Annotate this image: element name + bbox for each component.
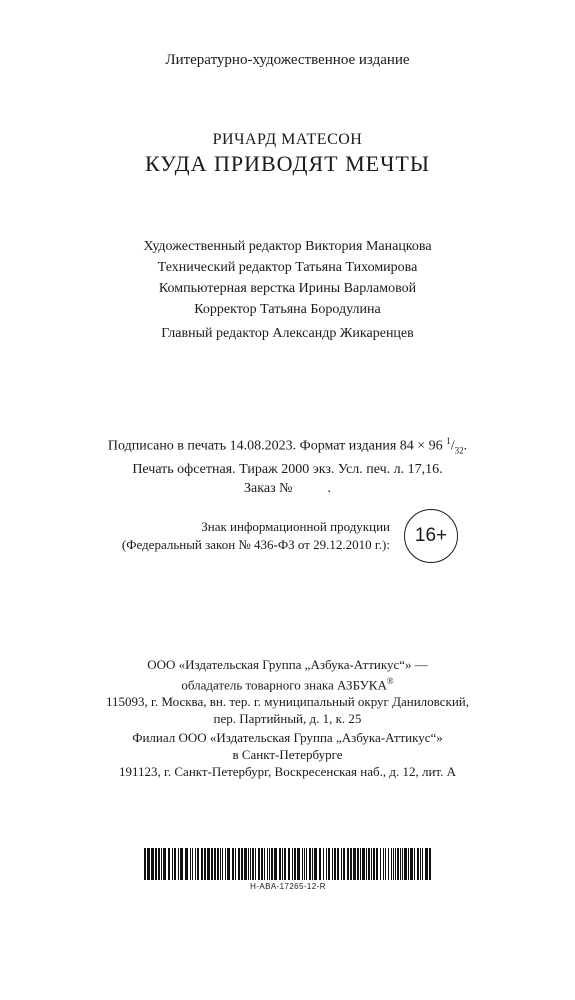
- barcode-bar: [425, 848, 428, 880]
- barcode-bar: [252, 848, 254, 880]
- barcode-bar: [393, 848, 394, 880]
- publisher-block: [0, 656, 575, 727]
- barcode-bar: [151, 848, 154, 880]
- info-mark-text: [100, 518, 390, 554]
- barcode-bar: [402, 848, 403, 880]
- barcode-bar: [297, 848, 300, 880]
- barcode-bar: [410, 848, 413, 880]
- barcode-bar: [357, 848, 359, 880]
- format-numerator: 1: [446, 436, 451, 446]
- barcode-bar: [267, 848, 268, 880]
- barcode-bar: [360, 848, 361, 880]
- barcode-bar: [292, 848, 293, 880]
- barcode-bar: [264, 848, 265, 880]
- branch-block: [0, 729, 575, 780]
- barcode-bar: [400, 848, 401, 880]
- barcode-bar: [371, 848, 372, 880]
- barcode-bar: [195, 848, 196, 880]
- barcode-bar: [314, 848, 317, 880]
- barcode-bar: [238, 848, 240, 880]
- barcode-bar: [429, 848, 431, 880]
- print-info: [0, 432, 575, 498]
- barcode-bar: [255, 848, 256, 880]
- branch-line-1: Филиал ООО «Издательская Группа „Азбука-Аттикус“»: [132, 730, 443, 745]
- barcode-bar: [248, 848, 249, 880]
- barcode-bar: [244, 848, 247, 880]
- barcode-bar: [302, 848, 303, 880]
- barcode-bar: [161, 848, 162, 880]
- barcode-bar: [163, 848, 166, 880]
- book-author: РИЧАРД МАТЕСОН: [212, 131, 363, 148]
- barcode-bar: [185, 848, 188, 880]
- barcode-bar: [180, 848, 183, 880]
- barcode-bar: [225, 848, 226, 880]
- barcode-bar: [217, 848, 219, 880]
- info-mark-line-1: Знак информационной продукции: [201, 519, 390, 534]
- barcode-bar: [304, 848, 305, 880]
- publisher-trademark-text: обладатель товарного знака АЗБУКА: [181, 677, 387, 693]
- barcode-bar: [192, 848, 193, 880]
- barcode-bar: [241, 848, 243, 880]
- barcode-bar: [319, 848, 321, 880]
- publisher-line-1: ООО «Издательская Группа „Азбука-Аттикус“» —: [147, 657, 428, 672]
- barcode-bar: [334, 848, 336, 880]
- chief-editor: Главный редактор Александр Жикаренцев: [161, 326, 414, 341]
- barcode-bars-icon: [144, 848, 432, 880]
- barcode-bar: [414, 848, 415, 880]
- barcode: [144, 848, 432, 894]
- registered-mark-icon: ®: [386, 676, 394, 686]
- barcode-bar: [168, 848, 170, 880]
- barcode-bar: [391, 848, 392, 880]
- barcode-bar: [144, 848, 146, 880]
- barcode-bar: [332, 848, 333, 880]
- credit-proofreader: Корректор Татьяна Бородулина: [194, 302, 381, 317]
- barcode-bar: [220, 848, 221, 880]
- barcode-bar: [214, 848, 216, 880]
- age-rating-badge: 16+: [404, 509, 458, 563]
- barcode-bar: [395, 848, 396, 880]
- barcode-bar: [368, 848, 370, 880]
- barcode-bar: [404, 848, 407, 880]
- barcode-bar: [366, 848, 367, 880]
- barcode-bar: [258, 848, 260, 880]
- barcode-bar: [417, 848, 419, 880]
- print-info-line-3: Заказ № .: [244, 481, 331, 497]
- barcode-bar: [397, 848, 399, 880]
- print-line1-end: .: [463, 438, 468, 454]
- barcode-bar: [271, 848, 273, 880]
- barcode-bar: [362, 848, 365, 880]
- barcode-text: H-ABA-17265-12-R: [250, 882, 326, 891]
- barcode-bar: [222, 848, 223, 880]
- barcode-bar: [353, 848, 356, 880]
- barcode-bar: [347, 848, 349, 880]
- barcode-bar: [328, 848, 330, 880]
- barcode-bar: [211, 848, 213, 880]
- barcode-bar: [408, 848, 409, 880]
- publisher-line-4: пер. Партийный, д. 1, к. 25: [213, 711, 362, 727]
- barcode-bar: [197, 848, 199, 880]
- credit-tech-editor: Технический редактор Татьяна Тихомирова: [157, 260, 418, 275]
- credit-art-editor: Художественный редактор Виктория Манацкова: [143, 239, 432, 254]
- print-info-line-1: Подписано в печать 14.08.2023. Формат издания 84 × 96 $^1/_{32}$.: [107, 436, 468, 456]
- print-info-line-2: Печать офсетная. Тираж 2000 экз. Усл. печ. л. 17,16.: [132, 462, 443, 478]
- barcode-bar: [232, 848, 234, 880]
- barcode-bar: [190, 848, 191, 880]
- barcode-bar: [250, 848, 251, 880]
- publisher-line-2: [0, 673, 575, 693]
- barcode-bar: [279, 848, 281, 880]
- barcode-bar: [174, 848, 176, 880]
- info-mark-line-2: (Федеральный закон № 436-ФЗ от 29.12.2010 г.):: [121, 537, 390, 552]
- print-date-format: Подписано в печать 14.08.2023. Формат издания 84 × 96: [107, 438, 443, 454]
- barcode-bar: [288, 848, 290, 880]
- barcode-bar: [388, 848, 389, 880]
- barcode-bar: [172, 848, 173, 880]
- genre-line: Литературно-художественное издание: [165, 52, 410, 68]
- barcode-bar: [306, 848, 307, 880]
- barcode-bar: [383, 848, 384, 880]
- barcode-bar: [312, 848, 313, 880]
- barcode-bar: [284, 848, 286, 880]
- barcode-bar: [282, 848, 283, 880]
- barcode-bar: [204, 848, 206, 880]
- branch-line-2: в Санкт-Петербурге: [232, 747, 343, 762]
- barcode-bar: [207, 848, 210, 880]
- barcode-bar: [227, 848, 230, 880]
- barcode-bar: [326, 848, 327, 880]
- barcode-bar: [385, 848, 386, 880]
- barcode-bar: [343, 848, 345, 880]
- format-denominator: 32: [454, 445, 464, 456]
- barcode-bar: [261, 848, 263, 880]
- barcode-bar: [269, 848, 270, 880]
- barcode-bar: [422, 848, 423, 880]
- barcode-bar: [380, 848, 381, 880]
- barcode-bar: [341, 848, 342, 880]
- branch-line-3: 191123, г. Санкт-Петербург, Воскресенская наб., д. 12, лит. А: [119, 764, 456, 779]
- credit-layout: Компьютерная верстка Ирины Варламовой: [158, 281, 417, 296]
- barcode-bar: [373, 848, 375, 880]
- barcode-bar: [294, 848, 296, 880]
- credits-block: [0, 236, 575, 320]
- publisher-line-3: 115093, г. Москва, вн. тер. г. муниципальный округ Даниловский,: [106, 694, 469, 710]
- barcode-bar: [323, 848, 324, 880]
- barcode-bar: [235, 848, 236, 880]
- barcode-bar: [201, 848, 203, 880]
- barcode-bar: [274, 848, 277, 880]
- barcode-bar: [337, 848, 339, 880]
- barcode-bar: [147, 848, 150, 880]
- barcode-bar: [155, 848, 157, 880]
- barcode-bar: [420, 848, 421, 880]
- book-title: КУДА ПРИВОДЯТ МЕЧТЫ: [145, 151, 430, 176]
- barcode-bar: [158, 848, 160, 880]
- barcode-bar: [309, 848, 311, 880]
- barcode-bar: [376, 848, 378, 880]
- barcode-bar: [350, 848, 352, 880]
- barcode-bar: [178, 848, 179, 880]
